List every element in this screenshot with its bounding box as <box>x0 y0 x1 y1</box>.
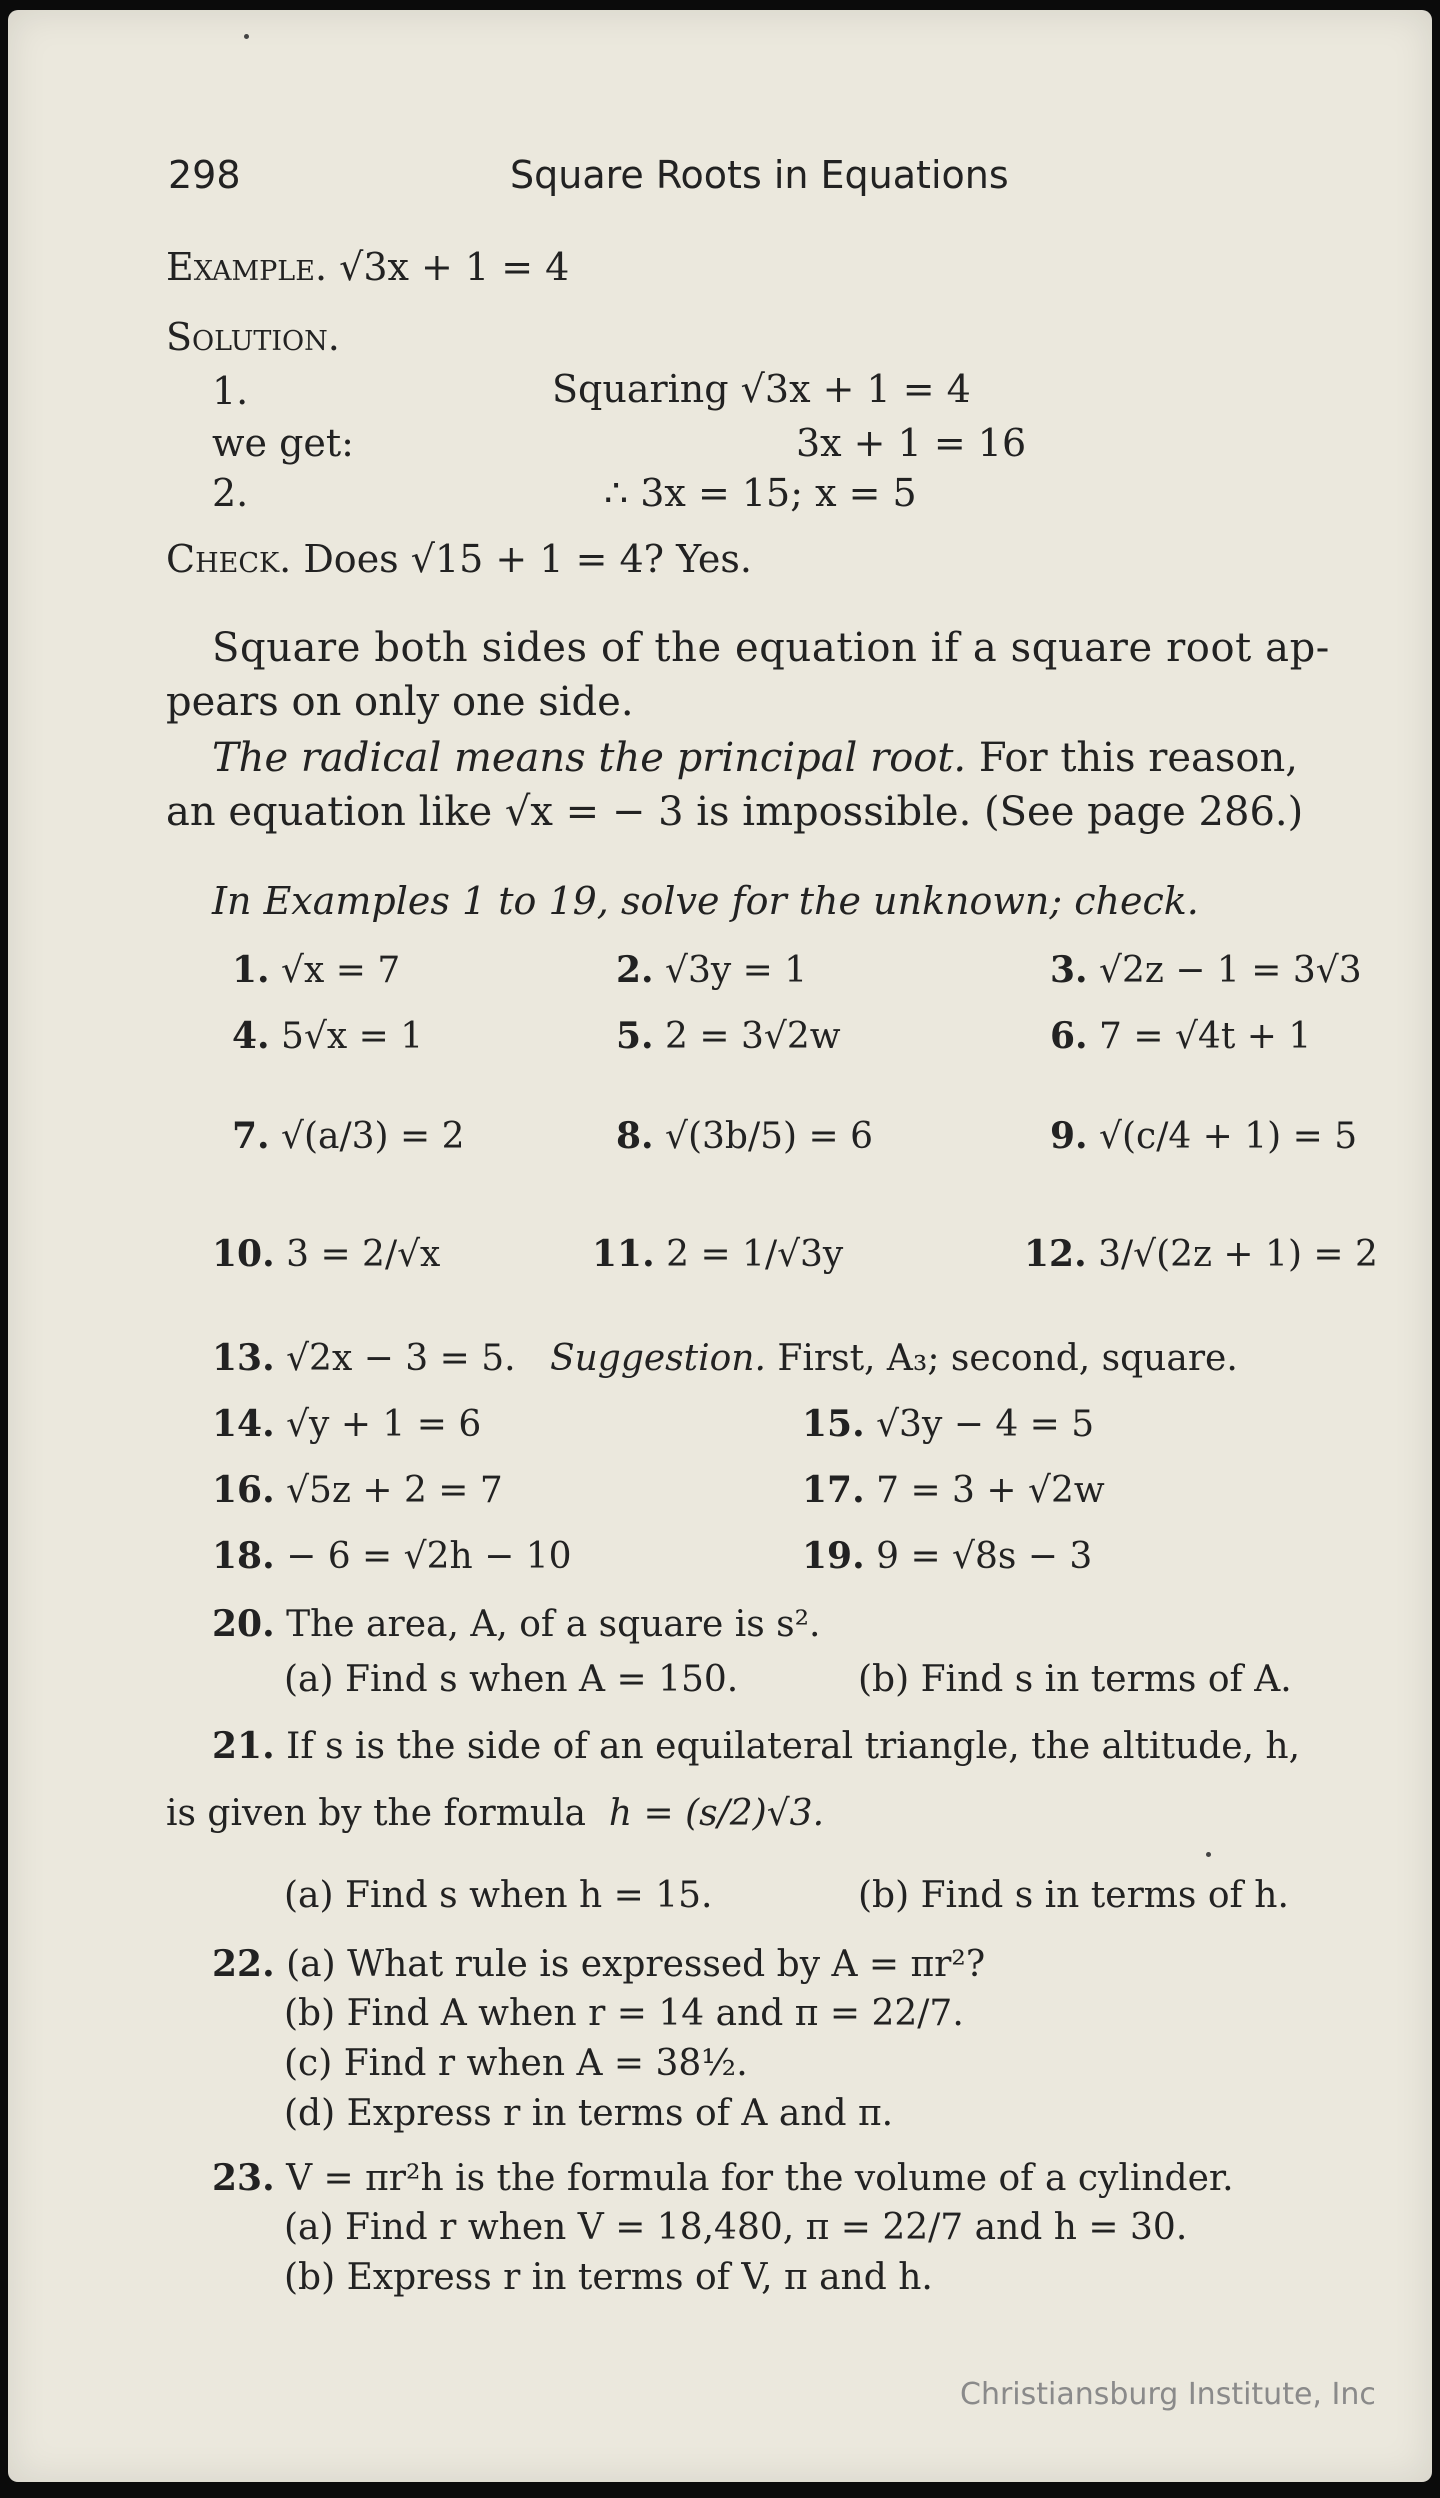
principal-root-italic: The radical means the principal root. <box>212 735 967 781</box>
problem-20-b: (b) Find s in terms of A. <box>858 1659 1292 1700</box>
problem-22-c: (c) Find r when A = 38½. <box>284 2043 748 2084</box>
example-label: Example. <box>166 245 328 289</box>
page-number: 298 <box>168 153 241 197</box>
check-line <box>166 537 752 581</box>
exercise-19: 19. 9 = √8s − 3 <box>802 1535 1093 1577</box>
problem-22-d: (d) Express r in terms of A and π. <box>284 2093 894 2134</box>
exercise-9: 9. √(c/4 + 1) = 5 <box>1050 1115 1358 1157</box>
exercise-2: 2. √3y = 1 <box>616 949 808 991</box>
step2-result: ∴ 3x = 15; x = 5 <box>604 471 917 515</box>
exercise-12: 12. 3/√(2z + 1) = 2 <box>1024 1233 1378 1275</box>
paragraph-2-line-2: an equation like √x = − 3 is impossible. (See page 286.) <box>166 789 1304 835</box>
exercise-16: 16. √5z + 2 = 7 <box>212 1469 503 1511</box>
paragraph-2-rest: For this reason, <box>966 735 1298 781</box>
exercise-13: 13. √2x − 3 = 5. Suggestion. First, A₃; second, square. <box>212 1337 1238 1379</box>
problem-21-a: (a) Find s when h = 15. <box>284 1875 713 1916</box>
exercise-6: 6. 7 = √4t + 1 <box>1050 1015 1312 1057</box>
page-speck <box>1206 1852 1211 1857</box>
exercise-5: 5. 2 = 3√2w <box>616 1015 841 1057</box>
problem-21: 21. If s is the side of an equilateral triangle, the altitude, h, <box>212 1725 1301 1767</box>
exercise-1: 1. √x = 7 <box>232 949 401 991</box>
exercise-11: 11. 2 = 1/√3y <box>592 1233 844 1275</box>
exercise-3: 3. √2z − 1 = 3√3 <box>1050 949 1362 991</box>
problem-20: 20. The area, A, of a square is s². <box>212 1603 821 1645</box>
step1-result: 3x + 1 = 16 <box>796 421 1027 465</box>
problem-22-b: (b) Find A when r = 14 and π = 22/7. <box>284 1993 964 2034</box>
altitude-formula: h = (s/2)√3. <box>608 1793 825 1834</box>
step2-number: 2. <box>212 471 249 515</box>
exercise-17: 17. 7 = 3 + √2w <box>802 1469 1105 1511</box>
exercise-4: 4. 5√x = 1 <box>232 1015 424 1057</box>
exercise-14: 14. √y + 1 = 6 <box>212 1403 482 1445</box>
problem-21-line-2: is given by the formula h = (s/2)√3. <box>166 1793 825 1834</box>
exercise-15: 15. √3y − 4 = 5 <box>802 1403 1095 1445</box>
exercise-7: 7. √(a/3) = 2 <box>232 1115 465 1157</box>
exercise-18: 18. − 6 = √2h − 10 <box>212 1535 572 1577</box>
exercise-10: 10. 3 = 2/√x <box>212 1233 441 1275</box>
problem-23: 23. V = πr²h is the formula for the volume of a cylinder. <box>212 2157 1234 2199</box>
instructions: In Examples 1 to 19, solve for the unknown; check. <box>212 879 1199 923</box>
paragraph-2-line-1 <box>212 735 1298 781</box>
paragraph-1-line-2: pears on only one side. <box>166 679 634 725</box>
example-block <box>166 245 570 289</box>
step1-we-get: we get: <box>212 421 354 465</box>
problem-22: 22. (a) What rule is expressed by A = πr²? <box>212 1943 986 1985</box>
step1-squaring: Squaring √3x + 1 = 4 <box>552 367 971 411</box>
check-text: Does √15 + 1 = 4? Yes. <box>303 537 752 581</box>
problem-20-a: (a) Find s when A = 150. <box>284 1659 739 1700</box>
suggestion-label: Suggestion. <box>549 1338 766 1379</box>
step1-number: 1. <box>212 369 249 413</box>
paragraph-1-line-1: Square both sides of the equation if a square root ap- <box>212 625 1330 671</box>
solution-label: Solution. <box>166 315 340 359</box>
example-equation: √3x + 1 = 4 <box>339 245 570 289</box>
page-title: Square Roots in Equations <box>510 153 1009 197</box>
exercise-8: 8. √(3b/5) = 6 <box>616 1115 874 1157</box>
problem-23-b: (b) Express r in terms of V, π and h. <box>284 2257 933 2298</box>
problem-21-b: (b) Find s in terms of h. <box>858 1875 1289 1916</box>
suggestion-text: First, A₃; second, square. <box>777 1338 1238 1379</box>
check-label: Check. <box>166 537 292 581</box>
page-speck <box>244 34 249 39</box>
problem-23-a: (a) Find r when V = 18,480, π = 22/7 and h = 30. <box>284 2207 1188 2248</box>
watermark: Christiansburg Institute, Inc <box>960 2377 1376 2412</box>
